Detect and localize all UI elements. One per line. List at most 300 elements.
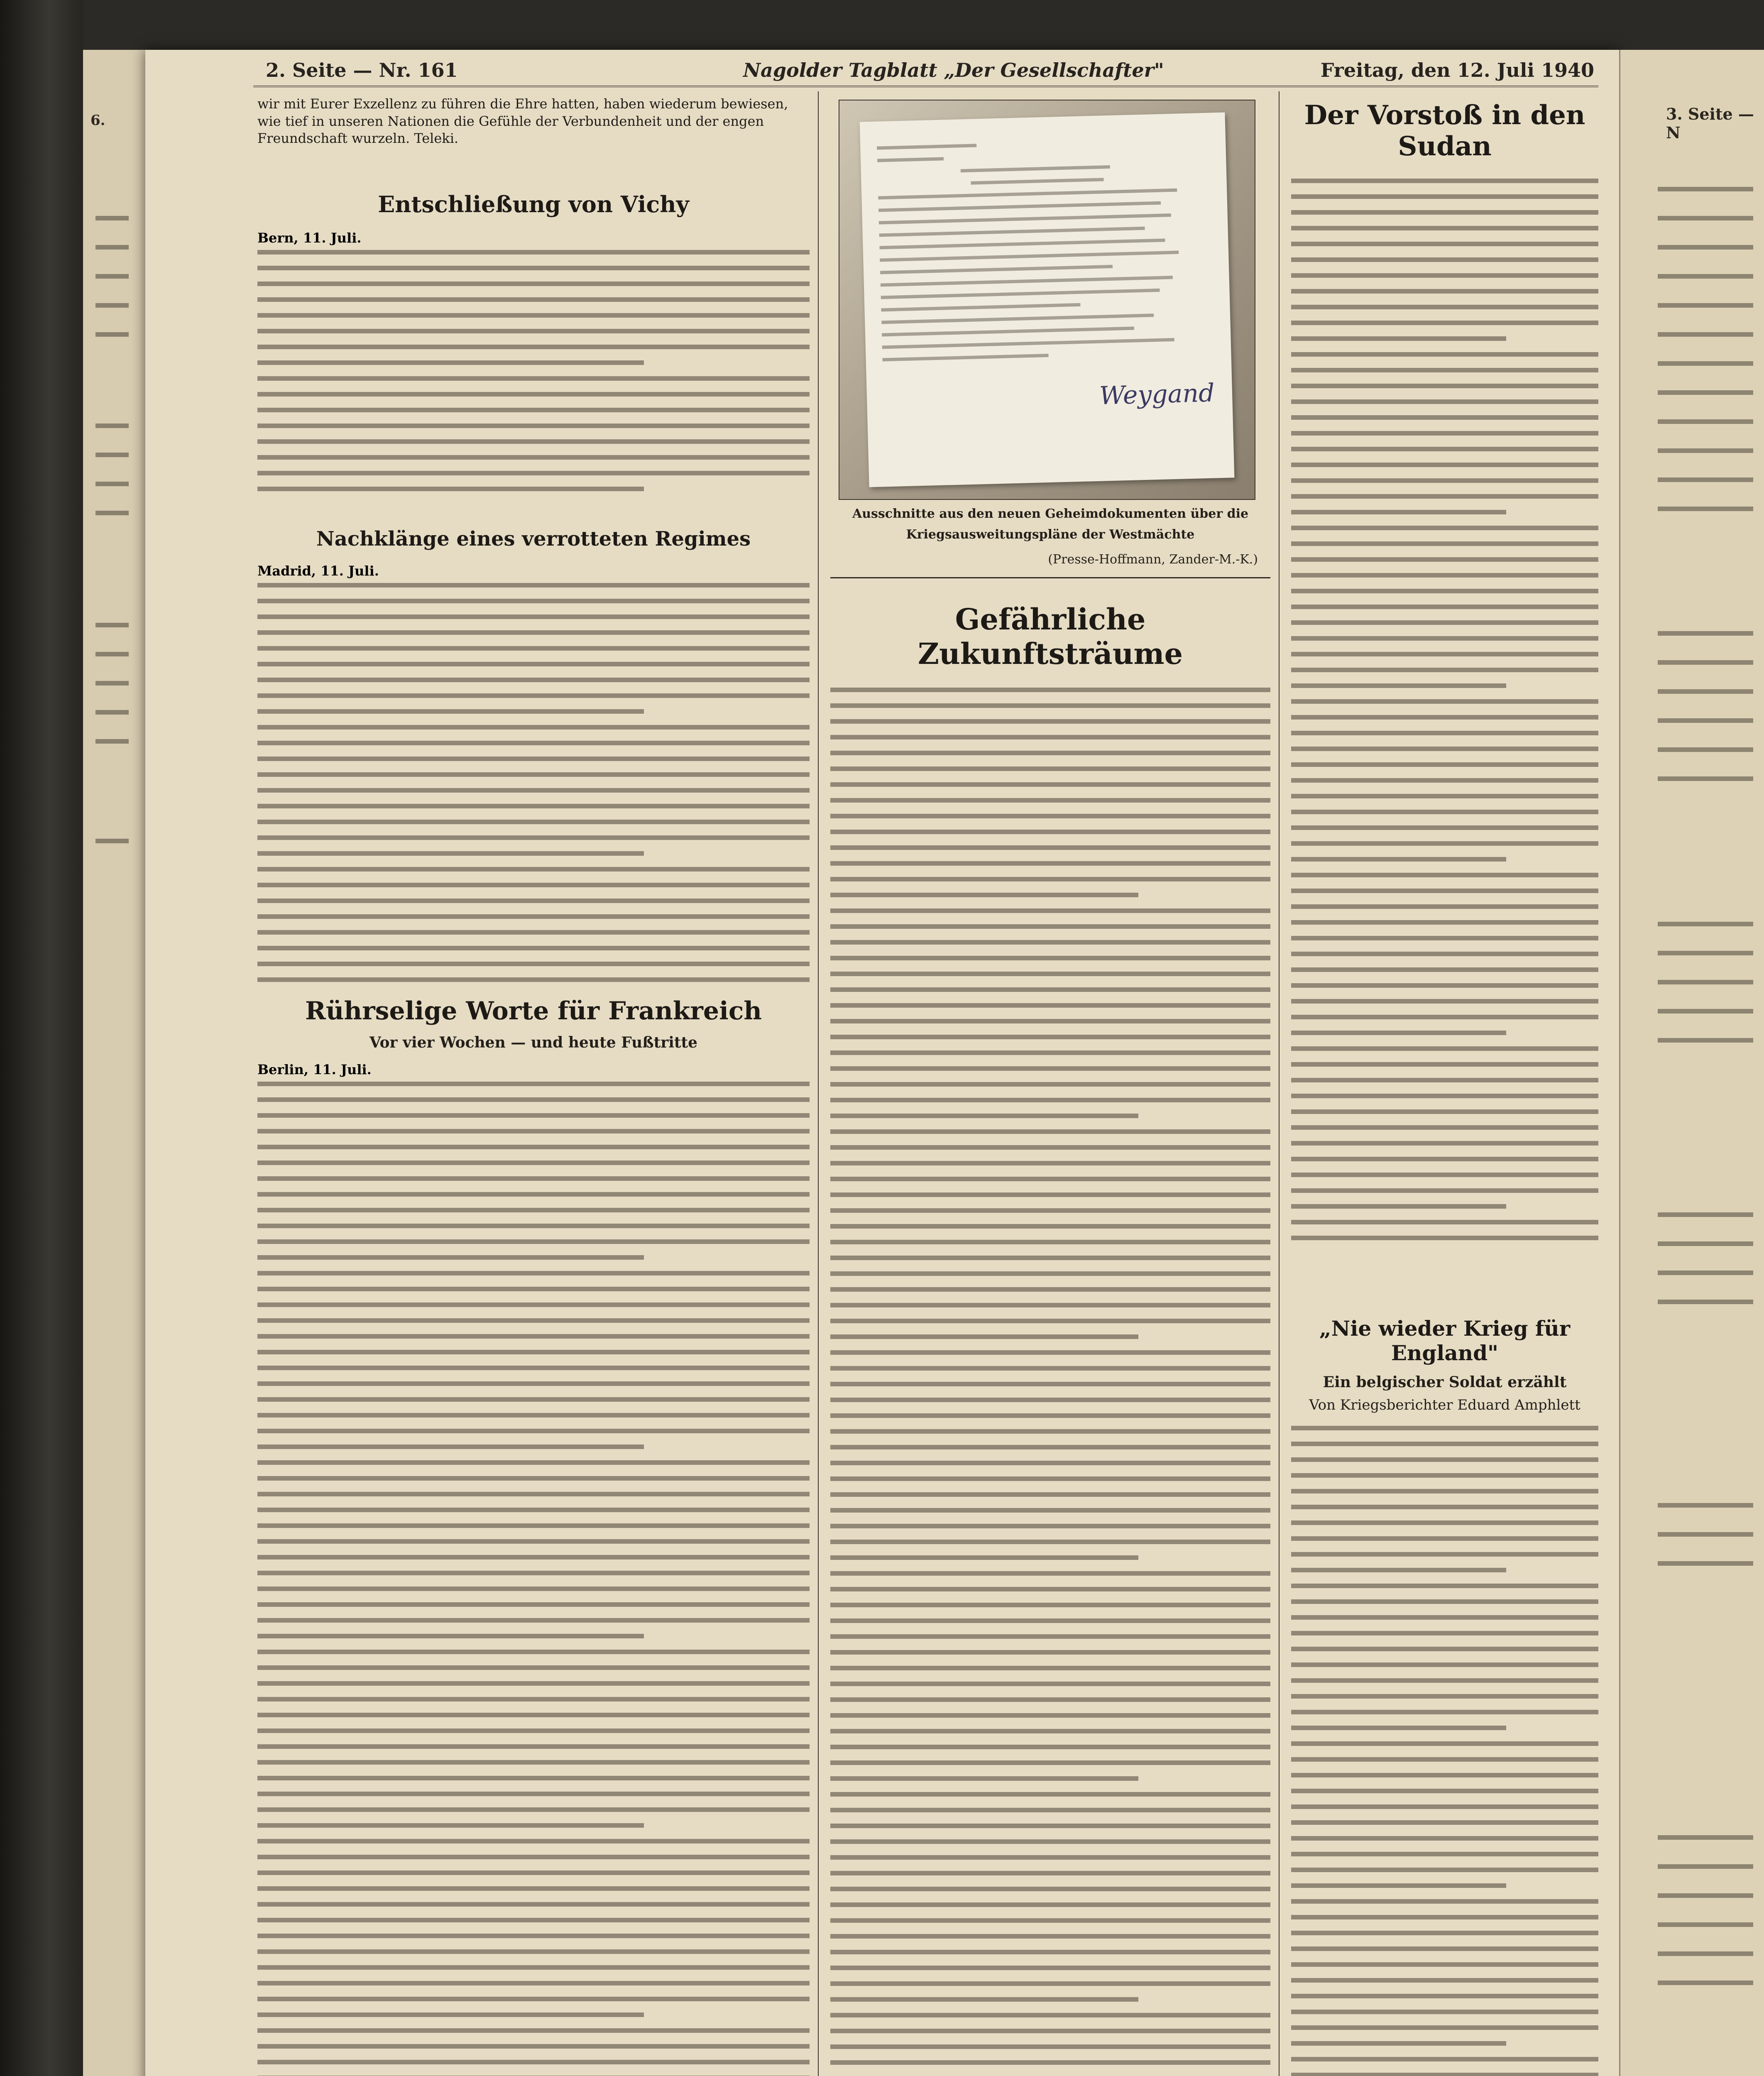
text-line: [1291, 873, 1598, 877]
text-line: [1291, 1109, 1598, 1114]
text-line: [1291, 1789, 1598, 1793]
text-line: [257, 1681, 810, 1686]
text-line: [257, 1776, 810, 1780]
text-line: [830, 1319, 1270, 1323]
text-line: [1291, 1615, 1598, 1620]
text-line: [830, 1334, 1138, 1339]
text-line: [257, 2044, 810, 2049]
text-line: [257, 725, 810, 730]
text-line: [830, 1776, 1138, 1781]
next-page-header: 3. Seite — N: [1666, 105, 1754, 142]
text-line: [830, 1603, 1270, 1607]
text-line: [1291, 289, 1598, 294]
text-line: [257, 1287, 810, 1291]
text-line: [1291, 321, 1598, 325]
text-line: [1291, 478, 1598, 483]
text-line: [1291, 1188, 1598, 1193]
text-line: [257, 360, 644, 365]
text-line: [257, 1997, 810, 2001]
article-title-zukunftstraeume: Gefährliche Zukunftsträume: [917, 602, 1183, 671]
text-line: [1291, 1141, 1598, 1146]
text-line: [830, 1366, 1270, 1371]
text-line: [257, 1350, 810, 1354]
article-title-ruehrselige: Rührselige Worte für Frankreich: [305, 996, 762, 1026]
text-line: [830, 1729, 1270, 1733]
text-line: [257, 1650, 810, 1654]
text-line: [830, 1413, 1270, 1418]
text-line: [1291, 1883, 1506, 1888]
text-line: [830, 1666, 1270, 1670]
text-line: [830, 735, 1270, 739]
text-line: [257, 1239, 810, 1244]
text-line: [257, 1934, 810, 1938]
photo-caption-line2: Kriegsausweitungspläne der Westmächte: [906, 527, 1195, 542]
text-line: [257, 599, 810, 603]
text-line: [830, 1161, 1270, 1165]
text-line: [1291, 1899, 1598, 1904]
photo-box-rule: [830, 577, 1270, 578]
text-line: [1291, 1741, 1598, 1746]
text-line: [1291, 1078, 1598, 1082]
photo-caption-line1: Ausschnitte aus den neuen Geheimdokumenten über die: [852, 507, 1249, 521]
text-line: [1291, 526, 1598, 530]
text-line: [257, 250, 810, 255]
text-line: [257, 1523, 810, 1528]
text-line: [830, 1745, 1270, 1749]
document-signature: Weygand: [1099, 378, 1215, 411]
text-line: [830, 1082, 1270, 1087]
text-line: [830, 1540, 1270, 1544]
text-line: [257, 2012, 644, 2017]
text-line: [1291, 447, 1598, 451]
text-line: [830, 1445, 1270, 1449]
text-line: [830, 814, 1270, 818]
text-line: [830, 1398, 1270, 1402]
text-line: [257, 1381, 810, 1386]
article-body-ruehrselige: [257, 1082, 810, 2076]
text-line: [1291, 1962, 1598, 1967]
text-line: [1291, 1978, 1598, 1983]
text-line: [1291, 2010, 1598, 2014]
text-line: [257, 1476, 810, 1481]
text-line: [1291, 699, 1598, 704]
text-line: [830, 1713, 1270, 1718]
previous-page-number: 6.: [91, 112, 105, 129]
text-line: [830, 1839, 1270, 1844]
column-rule-1: [818, 91, 819, 2076]
text-line: [830, 1650, 1270, 1655]
text-line: [257, 614, 810, 619]
text-line: [1291, 179, 1598, 183]
text-line: [830, 1934, 1270, 1939]
text-line: [1291, 605, 1598, 609]
text-line: [1291, 1994, 1598, 1998]
text-line: [830, 2013, 1270, 2017]
text-line: [1291, 1220, 1598, 1224]
text-line: [257, 1618, 810, 1623]
article-byline: Von Kriegsberichter Eduard Amphlett: [1309, 1397, 1581, 1413]
text-line: [830, 1098, 1270, 1102]
text-line: [830, 751, 1270, 755]
photo-credit: (Presse-Hoffmann, Zander-M.-K.): [1048, 552, 1258, 567]
text-line: [830, 1114, 1138, 1118]
text-line: [257, 851, 644, 856]
text-line: [1291, 1552, 1598, 1557]
text-line: [257, 297, 810, 302]
text-line: [830, 1918, 1270, 1923]
text-line: [1291, 2073, 1598, 2076]
text-line: [830, 1382, 1270, 1386]
secret-document-image: [860, 113, 1235, 487]
text-line: [1291, 857, 1506, 862]
text-line: [830, 1461, 1270, 1465]
text-line: [830, 893, 1138, 897]
text-line: [1291, 589, 1598, 593]
text-line: [1291, 573, 1598, 578]
text-line: [1291, 1710, 1598, 1714]
text-line: [257, 392, 810, 397]
text-line: [1291, 210, 1598, 215]
text-line: [257, 1208, 810, 1212]
text-line: [830, 1524, 1270, 1528]
text-line: [1291, 1757, 1598, 1762]
text-line: [1291, 242, 1598, 246]
text-line: [830, 1682, 1270, 1686]
text-line: [830, 1192, 1270, 1197]
text-line: [257, 1334, 810, 1339]
text-line: [257, 1413, 810, 1417]
text-line: [257, 756, 810, 761]
text-line: [830, 1997, 1138, 2002]
text-line: [1291, 541, 1598, 546]
text-line: [830, 1508, 1270, 1513]
text-line: [257, 1113, 810, 1118]
text-line: [257, 1807, 810, 1812]
text-line: [1291, 936, 1598, 940]
article-teleki-end: wir mit Eurer Exzellenz zu führen die Ehre hatten, haben wiederum bewiesen, wie tief in unseren Nationen die Gefühle der Verbundenheit und der engen Freundschaft wurzeln. Teleki.: [257, 96, 788, 147]
text-line: [257, 662, 810, 666]
text-line: [257, 1949, 810, 1954]
text-line: [1291, 494, 1598, 499]
text-line: [1291, 273, 1598, 278]
text-line: [1291, 778, 1598, 783]
text-line: [830, 1634, 1270, 1639]
text-line: [257, 898, 810, 903]
text-line: [1291, 1236, 1598, 1240]
text-line: [830, 1871, 1270, 1875]
text-line: [257, 962, 810, 966]
text-line: [257, 835, 810, 840]
text-line: [830, 1476, 1270, 1481]
text-line: [257, 1839, 810, 1843]
text-line: [830, 1287, 1270, 1292]
text-line: [830, 1571, 1270, 1576]
text-line: [1291, 731, 1598, 735]
text-line: [1291, 557, 1598, 562]
text-line: [1291, 352, 1598, 357]
text-line: [830, 956, 1270, 960]
text-line: [1291, 1931, 1598, 1935]
text-line: [830, 877, 1270, 881]
text-line: [257, 1760, 810, 1765]
text-line: [830, 1792, 1270, 1797]
text-line: [257, 487, 644, 491]
text-line: [1291, 967, 1598, 972]
text-line: [257, 867, 810, 872]
text-line: [830, 766, 1270, 771]
text-line: [1291, 431, 1598, 436]
text-line: [1291, 1125, 1598, 1130]
text-line: [830, 1618, 1270, 1623]
text-line: [1291, 1489, 1598, 1493]
text-line: [257, 313, 810, 318]
text-line: [1291, 415, 1598, 420]
text-line: [257, 1665, 810, 1670]
text-line: [1291, 1046, 1598, 1051]
dateline-bern: Bern, 11. Juli.: [257, 230, 362, 246]
text-line: [1291, 1536, 1598, 1541]
text-line: [257, 788, 810, 793]
text-line: [1291, 1647, 1598, 1651]
text-line: [257, 1744, 810, 1749]
text-line: [830, 1035, 1270, 1039]
text-line: [257, 2060, 810, 2064]
text-line: [257, 1728, 810, 1733]
text-line: [257, 883, 810, 887]
text-line: [257, 630, 810, 635]
text-line: [1291, 1204, 1506, 1209]
text-line: [257, 455, 810, 460]
text-line: [830, 688, 1270, 692]
text-line: [257, 2028, 810, 2033]
text-line: [1291, 1473, 1598, 1478]
text-line: [830, 1950, 1270, 1954]
column-rule-2: [1279, 91, 1280, 2076]
text-line: [1291, 463, 1598, 467]
text-line: [257, 1129, 810, 1133]
document-photo: [839, 100, 1255, 500]
text-line: [830, 1350, 1270, 1355]
text-line: [830, 1966, 1270, 1970]
text-line: [830, 798, 1270, 803]
text-line: [1291, 336, 1506, 341]
text-line: [257, 1555, 810, 1559]
text-line: [257, 1539, 810, 1544]
text-line: [257, 1444, 644, 1449]
text-line: [257, 1918, 810, 1922]
text-line: [1291, 825, 1598, 830]
text-line: [1291, 952, 1598, 956]
text-line: [830, 845, 1270, 850]
text-line: [257, 1792, 810, 1796]
text-line: [1291, 2041, 1506, 2046]
text-line: [830, 1697, 1270, 1702]
text-line: [830, 1303, 1270, 1307]
text-line: [257, 1160, 810, 1165]
text-line: [257, 1697, 810, 1701]
text-line: [257, 1886, 810, 1891]
text-line: [1291, 762, 1598, 767]
newspaper-page: [145, 50, 1619, 2076]
text-line: [1291, 1062, 1598, 1067]
text-line: [1291, 1836, 1598, 1841]
text-line: [1291, 1915, 1598, 1919]
text-line: [1291, 1568, 1506, 1572]
book-binding: [0, 0, 83, 2076]
text-line: [1291, 810, 1598, 814]
text-line: [830, 2044, 1270, 2049]
text-line: [830, 1208, 1270, 1213]
text-line: [257, 1965, 810, 1970]
text-line: [1291, 1442, 1598, 1446]
text-line: [1291, 636, 1598, 641]
text-line: [257, 914, 810, 919]
text-line: [1291, 1662, 1598, 1667]
article-subtitle-soldat: Ein belgischer Soldat erzählt: [1323, 1373, 1567, 1391]
text-line: [830, 1177, 1270, 1181]
text-line: [830, 1003, 1270, 1008]
text-line: [830, 1429, 1270, 1434]
text-line: [257, 1145, 810, 1149]
text-line: [257, 1460, 810, 1465]
text-line: [257, 1870, 810, 1875]
text-line: [257, 583, 810, 588]
text-line: [1291, 2057, 1598, 2061]
article-body-zukunftstraeume: [830, 688, 1270, 2076]
text-line: [257, 1397, 810, 1402]
text-line: [257, 1082, 810, 1086]
text-line: [1291, 399, 1598, 404]
text-line: [830, 703, 1270, 708]
text-line: [1291, 1426, 1598, 1430]
text-line: [257, 1634, 644, 1638]
text-line: [1291, 1852, 1598, 1856]
text-line: [257, 1855, 810, 1859]
article-title-regimes: Nachklänge eines verrotteten Regimes: [316, 527, 751, 551]
text-line: [257, 772, 810, 777]
text-line: [257, 820, 810, 824]
text-line: [1291, 305, 1598, 309]
text-line: [1291, 1584, 1598, 1588]
text-line: [1291, 1173, 1598, 1177]
text-line: [257, 1492, 810, 1496]
article-body-vichy: [257, 250, 810, 491]
article-title-vichy: Entschließung von Vichy: [378, 191, 689, 218]
text-line: [257, 1318, 810, 1323]
text-line: [257, 1823, 644, 1828]
text-line: [830, 1887, 1270, 1891]
text-line: [257, 678, 810, 682]
article-subtitle-ruehrselige: Vor vier Wochen — und heute Fußtritte: [369, 1034, 698, 1051]
text-line: [257, 1176, 810, 1181]
text-line: [257, 1586, 810, 1591]
article-body-nie-wieder: [1291, 1426, 1598, 2076]
text-line: [1291, 1599, 1598, 1604]
text-line: [1291, 194, 1598, 199]
text-line: [830, 1271, 1270, 1276]
article-body-regimes: [257, 583, 810, 982]
text-line: [257, 1981, 810, 1985]
text-line: [1291, 1520, 1598, 1525]
text-line: [830, 940, 1270, 945]
text-line: [830, 1492, 1270, 1497]
text-line: [1291, 1726, 1506, 1730]
text-line: [830, 1240, 1270, 1244]
newspaper-title: Nagolder Tagblatt „Der Gesellschafter": [743, 59, 1164, 81]
text-line: [257, 709, 644, 714]
text-line: [257, 282, 810, 286]
text-line: [1291, 1031, 1506, 1035]
text-line: [257, 1192, 810, 1197]
text-line: [1291, 1015, 1598, 1019]
text-line: [830, 1855, 1270, 1860]
text-line: [257, 946, 810, 950]
text-line: [830, 924, 1270, 929]
text-line: [1291, 1505, 1598, 1509]
text-line: [1291, 668, 1598, 672]
text-line: [1291, 620, 1598, 625]
article-body-sudan: [1291, 179, 1598, 1240]
text-line: [257, 329, 810, 333]
text-line: [257, 1902, 810, 1907]
text-line: [1291, 368, 1598, 372]
text-line: [1291, 889, 1598, 893]
text-line: [1291, 920, 1598, 925]
text-line: [830, 1129, 1270, 1134]
dateline-berlin: Berlin, 11. Juli.: [257, 1062, 372, 1077]
text-line: [257, 1366, 810, 1370]
text-line: [830, 908, 1270, 913]
text-line: [257, 1508, 810, 1512]
text-line: [830, 830, 1270, 834]
text-line: [1291, 1694, 1598, 1699]
text-line: [830, 1824, 1270, 1828]
text-line: [1291, 747, 1598, 751]
text-line: [1291, 257, 1598, 262]
text-line: [830, 782, 1270, 787]
text-line: [257, 1302, 810, 1307]
text-line: [1291, 683, 1506, 688]
text-line: [1291, 999, 1598, 1004]
text-line: [257, 1271, 810, 1275]
text-line: [1291, 841, 1598, 846]
previous-page-edge: [83, 50, 146, 2076]
page-number-label: 2. Seite — Nr. 161: [266, 59, 458, 81]
text-line: [830, 1256, 1270, 1260]
text-line: [257, 1713, 810, 1717]
text-line: [830, 719, 1270, 724]
text-line: [830, 861, 1270, 866]
text-line: [257, 266, 810, 270]
text-line: [257, 439, 810, 444]
text-line: [257, 1255, 644, 1260]
text-line: [257, 804, 810, 808]
text-line: [830, 1808, 1270, 1812]
text-line: [1291, 1678, 1598, 1683]
text-line: [1291, 1820, 1598, 1825]
text-line: [257, 1224, 810, 1228]
text-line: [257, 345, 810, 349]
text-line: [1291, 226, 1598, 230]
text-line: [830, 1066, 1270, 1071]
text-line: [1291, 983, 1598, 988]
text-line: [1291, 1457, 1598, 1462]
text-line: [1291, 1946, 1598, 1951]
text-line: [257, 646, 810, 651]
text-line: [1291, 384, 1598, 388]
text-line: [830, 1760, 1270, 1765]
article-title-nie-wieder: „Nie wieder Krieg für England": [1319, 1316, 1571, 1365]
